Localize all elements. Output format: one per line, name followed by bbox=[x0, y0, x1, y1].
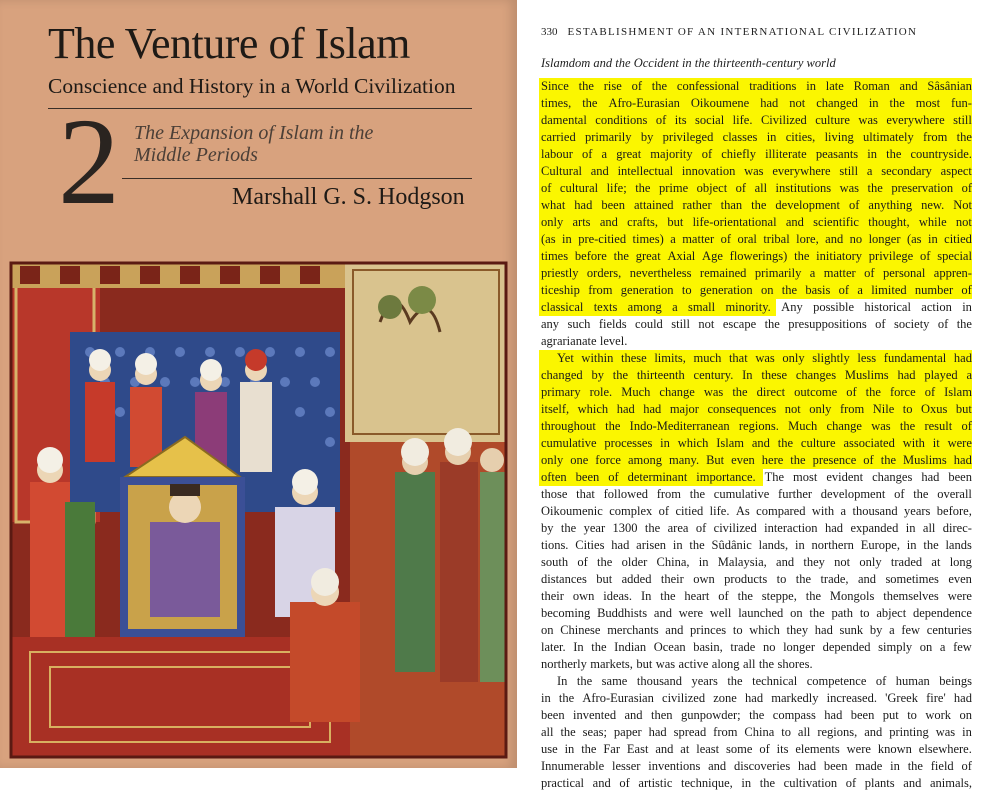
text-line: been invented and then gunpowder; the compass had been put to work on bbox=[541, 708, 972, 722]
book-cover bbox=[0, 0, 517, 768]
text-line: throughout the Indo-Mediterranean regions. Much change was the result of bbox=[541, 419, 972, 433]
text-line: only one force among many. But even here the presence of the Muslims had bbox=[541, 453, 972, 467]
cover-divider bbox=[122, 178, 472, 179]
text-line: Innumerable lesser inventions and discoveries had been made in the field of bbox=[541, 759, 972, 773]
cover-painting bbox=[10, 262, 507, 758]
text-line: by the year 1300 the area of civilized interaction had expanded in all direc- bbox=[541, 521, 972, 535]
text-line: (as in pre-citied times) a matter of oral tribal lore, and no longer (as in citied bbox=[541, 232, 972, 246]
text-line: south of the older China, in Malaysia, and they not only traded at long bbox=[541, 555, 972, 569]
text-line: northerly markets, but was active along all the shores. bbox=[541, 657, 813, 671]
text-line: classical texts among a small minority. Any possible historical action in bbox=[541, 300, 972, 314]
volume-title-line: Middle Periods bbox=[134, 144, 258, 166]
book-subtitle: Conscience and History in a World Civilization bbox=[48, 74, 456, 98]
text-line: those that followed from the cumulative further development of the overall bbox=[541, 487, 972, 501]
text-line: use in the Far East and at least some of its elements were known elsewhere. bbox=[541, 742, 972, 756]
text-line: Since the rise of the confessional traditions in late Roman and Sâsânian bbox=[541, 79, 972, 93]
text-line: Cultural and intellectual innovation was everywhere still a secondary aspect bbox=[541, 164, 972, 178]
text-line: what had been attained rather than the development of anything new. Not bbox=[541, 198, 972, 212]
volume-title bbox=[134, 122, 454, 166]
text-line: priestly orders, nevertheless remained primarily a matter of personal appren- bbox=[541, 266, 972, 280]
text-line: times before the great Axial Age flowerings) the initiatory privilege of special bbox=[541, 249, 972, 263]
text-line: primary role. Much change was the direct outcome of the force of Islam bbox=[541, 385, 972, 399]
text-line: their own ideas. In the heart of the steppe, the Mongols themselves were bbox=[541, 589, 972, 603]
book-author: Marshall G. S. Hodgson bbox=[232, 184, 465, 210]
running-head bbox=[541, 26, 991, 38]
volume-number: 2 bbox=[58, 93, 120, 230]
book-title: The Venture of Islam bbox=[48, 19, 410, 68]
text-line: tions. Cities had arisen in the Sûdânic lands, in northern Europe, in the lands bbox=[541, 538, 972, 552]
section-heading: Islamdom and the Occident in the thirteenth-century world bbox=[541, 56, 836, 70]
text-line: of cultural life; the prime object of all institutions was the preservation of bbox=[541, 181, 972, 195]
text-line: only arts and crafts, but life-orientational and scientific thought, while not bbox=[541, 215, 972, 229]
text-line: later. In the Indian Ocean basin, trade no longer depended simply on a few bbox=[541, 640, 972, 654]
text-line: Yet within these limits, much that was only slightly less fundamental had bbox=[557, 351, 972, 365]
text-line: changed by the thirteenth century. In these changes Muslims had played a bbox=[541, 368, 972, 382]
text-line: itself, which had had major consequences not only from Nile to Oxus but bbox=[541, 402, 972, 416]
text-line: In the same thousand years the technical competence of human beings bbox=[557, 674, 972, 688]
text-line: any such fields could still not escape the presuppositions of society of the bbox=[541, 317, 972, 331]
text-line: Oikoumenic complex of citied life. As compared with a thousand years before, bbox=[541, 504, 972, 518]
text-line: on Chinese merchants and princes to which they had sunk by a few centuries bbox=[541, 623, 972, 637]
text-line: carried primarily by privileged classes in cities, living ultimately from the bbox=[541, 130, 972, 144]
text-line: ticeship from generation to generation on the basis of a limited number of bbox=[541, 283, 972, 297]
text-line: often been of determinant importance. The most evident changes had been bbox=[541, 470, 972, 484]
text-line: times, the Afro-Eurasian Oikoumene had not changed in the most fun- bbox=[541, 96, 972, 110]
text-line: agrarianate level. bbox=[541, 334, 628, 348]
text-line: damental conditions of its social life. Civilized culture was everywhere still bbox=[541, 113, 972, 127]
text-line: labour of a great majority of chiefly illiterate peasants in the countryside. bbox=[541, 147, 972, 161]
text-line: practical and of artistic technique, in the cultivation of plants and animals, bbox=[541, 776, 972, 790]
text-line: becoming Buddhists and were well launched on the path to abject dependence bbox=[541, 606, 972, 620]
text-line: in the Afro-Eurasian civilized zone had markedly increased. 'Greek fire' had bbox=[541, 691, 972, 705]
page-number: 330 bbox=[541, 26, 558, 38]
running-head-text: ESTABLISHMENT OF AN INTERNATIONAL CIVILIZATION bbox=[567, 26, 918, 38]
text-line: all the seas; paper had spread from China to all regions, and printing was in bbox=[541, 725, 972, 739]
text-page bbox=[517, 0, 1004, 790]
text-line: distances but added their own products to the trade, and sometimes even bbox=[541, 572, 972, 586]
volume-title-line: The Expansion of Islam in the bbox=[134, 122, 374, 144]
text-line: cumulative processes in which Islam and the culture associated with it were bbox=[541, 436, 972, 450]
